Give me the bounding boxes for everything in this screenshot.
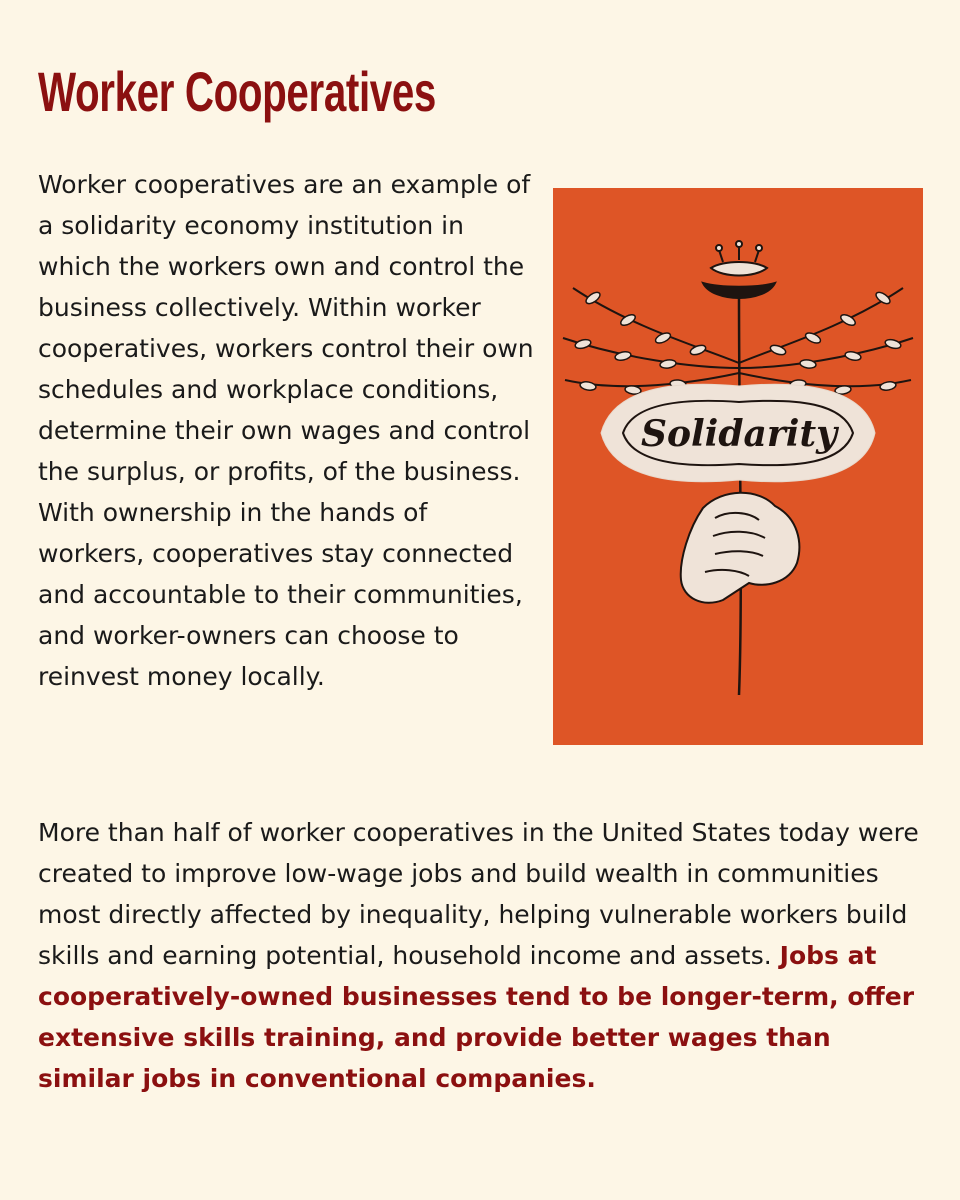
- intro-paragraph: Worker cooperatives are an example of a solidarity economy institution in which the workers own and control the business collectively. Within worker cooperatives, workers control their own schedules and workplace conditions, determine their own wages and control the surplus, or profits, of the business. With ownership in the hands of workers, cooperatives stay connected and accountable to their communities, and worker-owners can choose to reinvest money locally.: [38, 170, 534, 691]
- page-title: Worker Cooperatives: [38, 60, 437, 123]
- details-intro-text: More than half of worker cooperatives in the United States today were created to improve low-wage jobs and build wealth in communities most directly affected by inequality, helping vulnerable workers build skills and earning potential, household income and assets.: [38, 818, 919, 970]
- details-highlight-text: Jobs at cooperatively-owned businesses tend to be longer-term, offer extensive skills training, and provide better wages than similar jobs in conventional companies.: [38, 941, 915, 1093]
- solidarity-poster: [553, 188, 923, 745]
- poster-illustration: [553, 188, 923, 745]
- details-paragraph: [38, 812, 928, 1099]
- banner-text: Solidarity: [640, 413, 838, 455]
